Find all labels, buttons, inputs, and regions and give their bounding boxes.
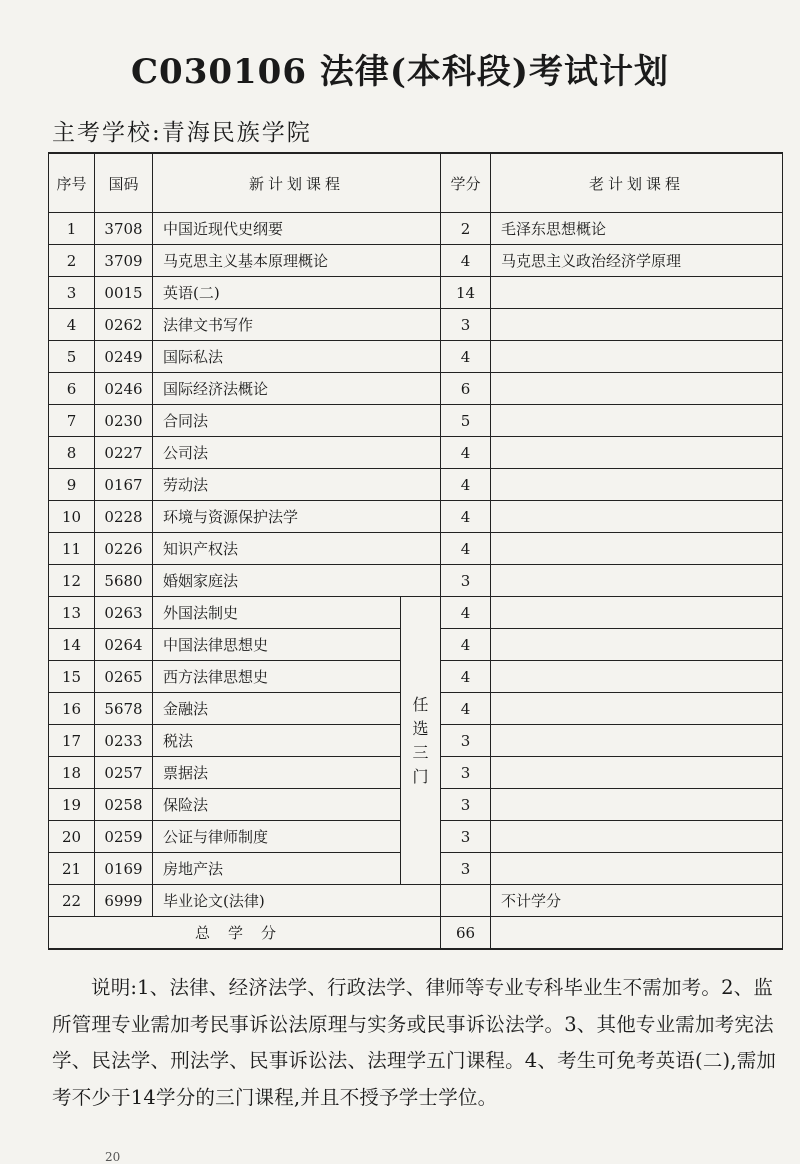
row-number: 8 bbox=[49, 437, 95, 469]
table-row bbox=[49, 885, 783, 917]
course-credits bbox=[441, 885, 491, 917]
old-plan-course bbox=[491, 725, 783, 757]
course-code: 0228 bbox=[95, 501, 153, 533]
course-credits: 3 bbox=[441, 565, 491, 597]
row-number: 2 bbox=[49, 245, 95, 277]
course-code: 0230 bbox=[95, 405, 153, 437]
old-plan-course bbox=[491, 501, 783, 533]
course-name: 毕业论文(法律) bbox=[153, 885, 441, 917]
course-credits: 3 bbox=[441, 789, 491, 821]
total-old-plan-cell bbox=[491, 917, 783, 950]
row-number: 10 bbox=[49, 501, 95, 533]
course-code: 0169 bbox=[95, 853, 153, 885]
course-name: 法律文书写作 bbox=[153, 309, 441, 341]
course-credits: 4 bbox=[441, 469, 491, 501]
course-name: 环境与资源保护法学 bbox=[153, 501, 441, 533]
old-plan-course bbox=[491, 405, 783, 437]
table-row bbox=[49, 405, 783, 437]
table-row bbox=[49, 341, 783, 373]
row-number: 7 bbox=[49, 405, 95, 437]
old-plan-course bbox=[491, 469, 783, 501]
table-header-row bbox=[49, 153, 783, 213]
table-row bbox=[49, 597, 783, 629]
course-credits: 4 bbox=[441, 661, 491, 693]
course-name: 知识产权法 bbox=[153, 533, 441, 565]
table-row bbox=[49, 533, 783, 565]
course-code: 0249 bbox=[95, 341, 153, 373]
old-plan-course bbox=[491, 853, 783, 885]
old-plan-course bbox=[491, 437, 783, 469]
course-credits: 5 bbox=[441, 405, 491, 437]
course-code: 0015 bbox=[95, 277, 153, 309]
header-code: 国码 bbox=[95, 153, 153, 213]
course-name: 中国近现代史纲要 bbox=[153, 213, 441, 245]
table-row bbox=[49, 213, 783, 245]
course-code: 0233 bbox=[95, 725, 153, 757]
course-credits: 4 bbox=[441, 341, 491, 373]
course-name: 西方法律思想史 bbox=[153, 661, 401, 693]
course-code: 0265 bbox=[95, 661, 153, 693]
course-credits: 4 bbox=[441, 533, 491, 565]
row-number: 13 bbox=[49, 597, 95, 629]
table-row bbox=[49, 501, 783, 533]
course-credits: 3 bbox=[441, 757, 491, 789]
course-credits: 4 bbox=[441, 437, 491, 469]
elective-group-text: 任选三门 bbox=[412, 694, 429, 786]
course-name: 保险法 bbox=[153, 789, 401, 821]
table-row bbox=[49, 469, 783, 501]
row-number: 18 bbox=[49, 757, 95, 789]
total-row bbox=[49, 917, 783, 950]
row-number: 15 bbox=[49, 661, 95, 693]
old-plan-course bbox=[491, 821, 783, 853]
exam-plan-table bbox=[48, 152, 783, 950]
course-credits: 4 bbox=[441, 629, 491, 661]
old-plan-course bbox=[491, 661, 783, 693]
course-code: 5678 bbox=[95, 693, 153, 725]
examining-school: 主考学校:青海民族学院 bbox=[52, 120, 312, 146]
header-credits: 学分 bbox=[441, 153, 491, 213]
course-name: 马克思主义基本原理概论 bbox=[153, 245, 441, 277]
course-code: 0258 bbox=[95, 789, 153, 821]
old-plan-course bbox=[491, 757, 783, 789]
row-number: 17 bbox=[49, 725, 95, 757]
table-row bbox=[49, 277, 783, 309]
course-credits: 14 bbox=[441, 277, 491, 309]
course-name: 婚姻家庭法 bbox=[153, 565, 441, 597]
old-plan-course bbox=[491, 277, 783, 309]
course-code: 3709 bbox=[95, 245, 153, 277]
course-name: 票据法 bbox=[153, 757, 401, 789]
page-title: C030106 法律(本科段)考试计划 bbox=[130, 52, 669, 92]
table-row bbox=[49, 245, 783, 277]
old-plan-course bbox=[491, 533, 783, 565]
course-code: 0259 bbox=[95, 821, 153, 853]
explanation-notes bbox=[52, 970, 782, 1116]
course-code: 5680 bbox=[95, 565, 153, 597]
course-credits: 4 bbox=[441, 245, 491, 277]
old-plan-course bbox=[491, 309, 783, 341]
course-code: 0262 bbox=[95, 309, 153, 341]
course-name: 国际经济法概论 bbox=[153, 373, 441, 405]
old-plan-course bbox=[491, 341, 783, 373]
course-credits: 3 bbox=[441, 853, 491, 885]
row-number: 1 bbox=[49, 213, 95, 245]
table-row bbox=[49, 309, 783, 341]
notes-text: 说明:1、法律、经济法学、行政法学、律师等专业专科毕业生不需加考。2、监所管理专业需加考民事诉讼法原理与实务或民事诉讼法学。3、其他专业需加考宪法学、民法学、刑法学、民事诉讼法、法理学五门课程。4、考生可免考英语(二),需加考不少于14学分的三门课程,并且不授予学士学位。 bbox=[52, 976, 777, 1109]
course-credits: 4 bbox=[441, 693, 491, 725]
course-name: 公司法 bbox=[153, 437, 441, 469]
page-number: 20 bbox=[105, 1150, 121, 1164]
table-row bbox=[49, 373, 783, 405]
course-code: 3708 bbox=[95, 213, 153, 245]
course-credits: 3 bbox=[441, 725, 491, 757]
course-name: 税法 bbox=[153, 725, 401, 757]
row-number: 22 bbox=[49, 885, 95, 917]
course-name: 公证与律师制度 bbox=[153, 821, 401, 853]
row-number: 19 bbox=[49, 789, 95, 821]
row-number: 4 bbox=[49, 309, 95, 341]
course-code: 0227 bbox=[95, 437, 153, 469]
course-name: 合同法 bbox=[153, 405, 441, 437]
old-plan-course: 毛泽东思想概论 bbox=[491, 213, 783, 245]
header-new-course: 新计划课程 bbox=[153, 153, 441, 213]
row-number: 3 bbox=[49, 277, 95, 309]
row-number: 16 bbox=[49, 693, 95, 725]
total-credits-label: 总学分 bbox=[49, 917, 441, 950]
course-credits: 6 bbox=[441, 373, 491, 405]
row-number: 11 bbox=[49, 533, 95, 565]
course-credits: 4 bbox=[441, 597, 491, 629]
row-number: 20 bbox=[49, 821, 95, 853]
course-name: 国际私法 bbox=[153, 341, 441, 373]
total-credits-value: 66 bbox=[441, 917, 491, 950]
row-number: 21 bbox=[49, 853, 95, 885]
course-name: 中国法律思想史 bbox=[153, 629, 401, 661]
elective-group-label bbox=[401, 597, 441, 885]
old-plan-course: 不计学分 bbox=[491, 885, 783, 917]
course-code: 0263 bbox=[95, 597, 153, 629]
course-credits: 3 bbox=[441, 309, 491, 341]
course-code: 0246 bbox=[95, 373, 153, 405]
course-code: 6999 bbox=[95, 885, 153, 917]
course-code: 0257 bbox=[95, 757, 153, 789]
course-credits: 3 bbox=[441, 821, 491, 853]
course-credits: 4 bbox=[441, 501, 491, 533]
header-old-course: 老计划课程 bbox=[491, 153, 783, 213]
old-plan-course bbox=[491, 693, 783, 725]
course-name: 英语(二) bbox=[153, 277, 441, 309]
old-plan-course bbox=[491, 597, 783, 629]
old-plan-course bbox=[491, 789, 783, 821]
table-row bbox=[49, 437, 783, 469]
table-row bbox=[49, 565, 783, 597]
old-plan-course bbox=[491, 629, 783, 661]
course-code: 0167 bbox=[95, 469, 153, 501]
old-plan-course bbox=[491, 565, 783, 597]
row-number: 5 bbox=[49, 341, 95, 373]
row-number: 14 bbox=[49, 629, 95, 661]
row-number: 9 bbox=[49, 469, 95, 501]
course-code: 0226 bbox=[95, 533, 153, 565]
old-plan-course bbox=[491, 373, 783, 405]
course-name: 外国法制史 bbox=[153, 597, 401, 629]
header-no: 序号 bbox=[49, 153, 95, 213]
course-name: 金融法 bbox=[153, 693, 401, 725]
course-name: 房地产法 bbox=[153, 853, 401, 885]
course-code: 0264 bbox=[95, 629, 153, 661]
row-number: 12 bbox=[49, 565, 95, 597]
row-number: 6 bbox=[49, 373, 95, 405]
course-credits: 2 bbox=[441, 213, 491, 245]
course-name: 劳动法 bbox=[153, 469, 441, 501]
old-plan-course: 马克思主义政治经济学原理 bbox=[491, 245, 783, 277]
